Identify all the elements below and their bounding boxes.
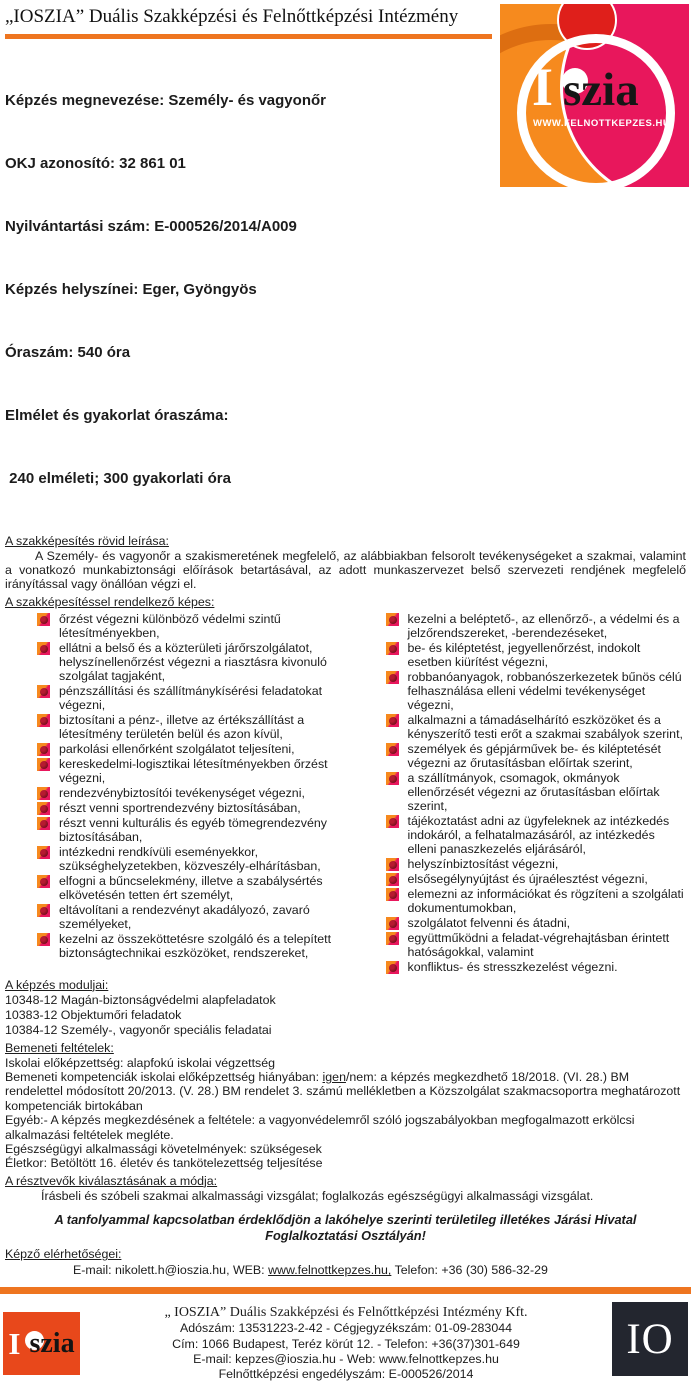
- description-text: A Személy- és vagyonőr a szakismeretének megfelelő, az alábbiakban felsorolt tevékenységeket a szakmai, valamint a vonatkozó munkabiztonsági előírások betartásával, az adott munkaszervezet belső szervezeti rendjének megfelelő irányítással vagy önállóan végzi el.: [5, 549, 686, 592]
- footer-io-letters: IO: [626, 1315, 674, 1363]
- footer-logo-letters-szia: szia: [29, 1327, 75, 1359]
- contact-line: [73, 1263, 686, 1278]
- capabilities-heading: A szakképesítéssel rendelkező képes:: [5, 594, 215, 609]
- email-label: E-mail:: [73, 1263, 115, 1278]
- logo-website-text: WWW.FELNOTTKEPZES.HU: [533, 118, 671, 129]
- ioszia-bullet-icon: [37, 933, 50, 946]
- contact-heading: Képző elérhetőségei:: [5, 1247, 122, 1262]
- footer-ioszia-logo: [3, 1312, 80, 1375]
- list-item: kezelni az összeköttetésre szolgáló és a telepített biztonságtechnikai eszközöket, rendszereket,: [37, 932, 332, 960]
- footer-address-line: Cím: 1066 Budapest, Teréz körút 12. - Telefon: +36(37)301-649: [172, 1336, 520, 1351]
- okj-id: OKJ azonosító: 32 861 01: [5, 155, 186, 172]
- logo-letter-i: I: [532, 57, 554, 117]
- list-item: részt venni kulturális és egyéb tömegrendezvény biztosításában,: [37, 816, 332, 844]
- ioszia-bullet-icon: [386, 642, 399, 655]
- header: [0, 0, 691, 531]
- logo-wordmark: [532, 57, 639, 117]
- ioszia-bullet-icon: [386, 714, 399, 727]
- footer-io-logo: [612, 1302, 688, 1376]
- theory-practice-label: Elmélet és gyakorlat óraszáma:: [5, 407, 229, 424]
- footer-company-name: „ IOSZIA” Duális Szakképzési és Felnőttképzési Intézmény Kft.: [164, 1305, 528, 1321]
- underlined-yes: igen: [322, 1070, 346, 1085]
- list-item: együttműködni a feladat-végrehajtásban érintett hatóságokkal, valamint: [386, 931, 685, 959]
- list-item: elsősegélynyújtást és újraélesztést végezni,: [386, 872, 685, 886]
- list-item: tájékoztatást adni az ügyfeleknek az intézkedés indokáról, a felhatalmazásáról, az intézkedés elleni panaszkezelés eljárásáról,: [386, 814, 685, 856]
- ioszia-bullet-icon: [37, 685, 50, 698]
- logo-letters-szia: szia: [563, 64, 639, 116]
- module-item: 10384-12 Személy-, vagyonőr speciális feladatai: [5, 1022, 272, 1037]
- footer-tax-line: Adószám: 13531223-2-42 - Cégjegyzékszám: 01-09-283044: [180, 1321, 512, 1336]
- list-item: szolgálatot felvenni és átadni,: [386, 916, 685, 930]
- contact-web-link[interactable]: www.felnottkepzes.hu,: [268, 1263, 392, 1278]
- list-item: személyek és gépjárművek be- és kiléptetését végezni az őrutasításban előírtak szerint,: [386, 742, 685, 770]
- ioszia-bullet-icon: [37, 743, 50, 756]
- header-divider: [5, 34, 492, 39]
- course-info-block: [5, 48, 492, 531]
- ioszia-bullet-icon: [37, 817, 50, 830]
- selection-heading: A résztvevők kiválasztásának a módja:: [5, 1173, 218, 1188]
- ioszia-bullet-icon: [37, 758, 50, 771]
- description-heading: A szakképesítés rövid leírása:: [5, 534, 169, 548]
- list-item: ellátni a belső és a közterületi járőrszolgálatot, helyszínellenőrzést végezni a riasztásra kivonuló szolgálat tagjaként,: [37, 641, 332, 683]
- ioszia-bullet-icon: [37, 613, 50, 626]
- course-name: Képzés megnevezése: Személy- és vagyonőr: [5, 92, 326, 109]
- ioszia-bullet-icon: [386, 772, 399, 785]
- footer-company-block: [80, 1301, 612, 1383]
- page-title: „IOSZIA” Duális Szakképzési és Felnőttképzési Intézmény: [5, 6, 459, 27]
- list-item: intézkedni rendkívüli eseményekkor, szükséghelyzetekben, közveszély-elhárításban,: [37, 845, 332, 873]
- ioszia-bullet-icon: [386, 743, 399, 756]
- web-label: , WEB:: [226, 1263, 269, 1278]
- capabilities-list: [5, 612, 686, 975]
- module-item: 10348-12 Magán-biztonságvédelmi alapfeladatok: [5, 992, 276, 1007]
- ioszia-bullet-icon: [386, 917, 399, 930]
- ioszia-bullet-icon: [37, 787, 50, 800]
- list-item: pénzszállítási és szállítmánykísérési feladatokat végezni,: [37, 684, 332, 712]
- ioszia-bullet-icon: [37, 802, 50, 815]
- entry-age: Életkor: Betöltött 16. életév és tankötelezettség teljesítése: [5, 1156, 323, 1171]
- ioszia-bullet-icon: [37, 642, 50, 655]
- entry-health: Egészségügyi alkalmassági követelmények: szükségesek: [5, 1142, 322, 1157]
- ioszia-bullet-icon: [386, 613, 399, 626]
- entry-competencies: Bemeneti kompetenciák iskolai előképzettség hiányában: igen/nem: a képzés megkezdhető 18/2018. (VI. 28.) BM rendelettel módosított 20/2013. (V. 28.) BM rendelet 3. számú mellékletben a Közszolgálat szakmacsoportra meghatározott kompetenciák birtokában: [5, 1070, 681, 1113]
- entry-heading: Bemeneti feltételek:: [5, 1040, 114, 1055]
- ioszia-bullet-icon: [386, 873, 399, 886]
- selection-text: Írásbeli és szóbeli szakmai alkalmassági vizsgálat; foglalkozás egészségügyi alkalmassági vizsgálat.: [41, 1188, 594, 1203]
- footer-logo-letter-i: I: [8, 1326, 21, 1362]
- course-hours: Óraszám: 540 óra: [5, 344, 131, 361]
- entry-other: Egyéb:- A képzés megkezdésének a feltétele: a vagyonvédelemről szóló jogszabályokban megfogalmazott erkölcsi alkalmazási feltételek megléte.: [5, 1113, 635, 1142]
- list-item: helyszínbiztosítást végezni,: [386, 857, 685, 871]
- contact-phone: Telefon: +36 (30) 586-32-29: [391, 1263, 548, 1278]
- list-item: kezelni a beléptető-, az ellenőrző-, a védelmi és a jelzőrendszereket, -berendezéseket,: [386, 612, 685, 640]
- ioszia-bullet-icon: [37, 714, 50, 727]
- module-item: 10383-12 Objektumőri feladatok: [5, 1007, 182, 1022]
- modules-heading: A képzés moduljai:: [5, 977, 109, 992]
- ioszia-bullet-icon: [37, 875, 50, 888]
- footer-license-line: Felnőttképzési engedélyszám: E-000526/2014: [218, 1367, 474, 1382]
- ioszia-bullet-icon: [386, 888, 399, 901]
- list-item: konfliktus- és stresszkezelést végezni.: [386, 960, 685, 974]
- list-item: őrzést végezni különböző védelmi szintű létesítményekben,: [37, 612, 332, 640]
- list-item: a szállítmányok, csomagok, okmányok ellenőrzését végezni az őrutasításban előírtak szerint,: [386, 771, 685, 813]
- ioszia-bullet-icon: [386, 858, 399, 871]
- ioszia-bullet-icon: [386, 932, 399, 945]
- list-item: eltávolítani a rendezvényt akadályozó, zavaró személyeket,: [37, 903, 332, 931]
- list-item: elfogni a bűncselekmény, illetve a szabálysértés elkövetésén tetten ért személyt,: [37, 874, 332, 902]
- list-item: részt venni sportrendezvény biztosításában,: [37, 801, 332, 815]
- ioszia-bullet-icon: [386, 815, 399, 828]
- ioszia-logo: [500, 4, 689, 187]
- list-item: be- és kiléptetést, jegyellenőrzést, indokolt esetben kiürítést végezni,: [386, 641, 685, 669]
- notice-text: A tanfolyammal kapcsolatban érdeklődjön a lakóhelye szerinti területileg illetékes Járási Hivatal Foglalkoztatási Osztályán!: [54, 1212, 637, 1244]
- list-item: elemezni az információkat és rögzíteni a szolgálati dokumentumokban,: [386, 887, 685, 915]
- list-item: rendezvénybiztosítói tevékenységet végezni,: [37, 786, 332, 800]
- contact-email: nikolett.h@ioszia.hu: [115, 1263, 227, 1278]
- list-item: biztosítani a pénz-, illetve az értékszállítást a létesítmény területén belül és azon kívül,: [37, 713, 332, 741]
- footer-contact-line: E-mail: kepzes@ioszia.hu - Web: www.felnottkepzes.hu: [193, 1352, 499, 1367]
- footer-divider: [0, 1287, 691, 1294]
- list-item: robbanóanyagok, robbanószerkezetek bűnös célú felhasználása elleni védelmi tevékenységet végezni,: [386, 670, 685, 712]
- list-item: parkolási ellenőrként szolgálatot teljesíteni,: [37, 742, 332, 756]
- list-item: alkalmazni a támadáselhárító eszközöket és a kényszerítő testi erőt a szakmai szabályok szerint,: [386, 713, 685, 741]
- ioszia-bullet-icon: [37, 904, 50, 917]
- course-locations: Képzés helyszínei: Eger, Gyöngyös: [5, 281, 257, 298]
- registration-number: Nyilvántartási szám: E-000526/2014/A009: [5, 218, 297, 235]
- entry-education: Iskolai előképzettség: alapfokú iskolai végzettség: [5, 1055, 275, 1070]
- ioszia-bullet-icon: [386, 961, 399, 974]
- ioszia-bullet-icon: [386, 671, 399, 684]
- theory-practice-hours: 240 elméleti; 300 gyakorlati óra: [5, 470, 231, 487]
- list-item: kereskedelmi-logisztikai létesítményekben őrzést végezni,: [37, 757, 332, 785]
- footer: [0, 1301, 691, 1383]
- ioszia-bullet-icon: [37, 846, 50, 859]
